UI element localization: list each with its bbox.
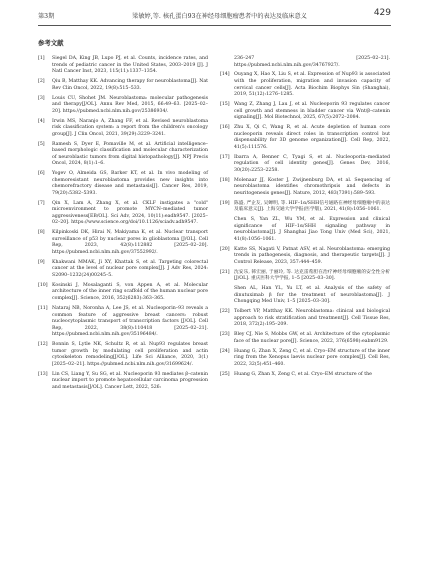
reference-text: Chen S, Yan ZL, Wu YM, et al. Expression and clinical significance of HIF–1α/SHH signaling pathway in neuroblastoma[J]. J Shanghai Jiao Tong Univ (Med Sci), 2021, 41(8):1056–1061. [234,217,390,242]
reference-text: Shen AL, Han YL, Yu LT, et al. Analysis of the safety of dinutuximab β for the treatment of neuroblastoma[J]. J Chongqing Med Univ, 1–5 [2025–03–30]. [234,286,390,305]
reference-text: Ibarra A, Benner C, Tyagi S, et al. Nucleoporin–mediated regulation of cell identity genes[J]. Genes Dev, 2016, 30(20):2253–2258. [234,154,390,173]
reference-entry [220,286,390,306]
reference-entry [220,72,390,98]
reference-number: [20] [220,246,230,252]
reference-number: [12] [38,342,48,348]
reference-entry [220,56,390,69]
running-header [38,8,391,22]
reference-entry [38,56,208,76]
reference-number: [7] [38,200,45,206]
reference-number: [25] [220,371,230,377]
reference-entry [38,201,208,227]
reference-text: Qiu B, Matthay KK. Advancing therapy for neuroblastoma[J]. Nat Rev Clin Oncol, 2022, 19(8):515–533. [52,79,208,91]
reference-text: Yogev O, Almeida GS, Barker KT, et al. In vivo modeling of chemoresistant neuroblastoma provides new insights into chemorefractory disease and metastasis[J]. Cancer Res, 2019, 79(20):5382–5393. [52,171,208,196]
page-number: 429 [373,8,391,18]
reference-entry [38,230,208,256]
reference-entry [38,372,208,392]
reference-entry [38,260,208,280]
reference-number: [9] [38,259,45,265]
reference-text: 沈安乐, 韩宏丽, 于丽玲, 等. 达克雷希胆在治疗神经母细胞瘤的安全性分析[J/OL]. 重庆医科大学学报, 1–5 [2025–03–30]. [234,269,390,282]
reference-text: Huang G, Zhan X, Zeng C, et al. Cryo–EM structure of the inner ring from the Xenopus laevis nuclear pore complex[J]. Cell Res, 2022, 32(5):451–460. [234,348,390,367]
reference-entry [220,217,390,243]
reference-entry [220,125,390,151]
reference-entry [220,309,390,329]
reference-number: [21] [220,269,230,275]
reference-number: [5] [38,141,45,147]
reference-text: Ramesh S, Dyer E, Pomaville M, et al. Artificial intelligence–based morphologic classification and molecular characterization of neuroblastic tumors from digital histopathology[J]. NPJ Precis Oncol, 2024, 8(1):1–6. [52,141,208,167]
reference-text: Wang Z, Zhang J, Lau J, et al. Nucleoporin 93 regulates cancer cell growth and stemness in bladder cancer via Wnt/β–catenin signaling[J]. Mol Biotechnol, 2025, 67(5):2072–2084. [234,102,390,121]
references-right-column [220,56,390,382]
reference-number: [13] [38,371,48,377]
reference-entry [38,306,208,339]
reference-entry [220,349,390,369]
reference-text: 236–247 [2025–02–21]. https://pubmed.ncbi.nlm.nih.gov/34767927/. [234,56,390,68]
reference-text: Molenaar JJ, Koster J, Zwijnenburg DA, et al. Sequencing of neuroblastoma identifies chromothripsis and defects in neuritogenesis genes[J]. Nature, 2012, 483(7391):589–593. [234,177,390,196]
reference-number: [22] [220,309,230,315]
reference-number: [19] [220,200,230,206]
references-left-column [38,56,208,395]
reference-text: Zhu X, Qi C, Wang R, et al. Acute depletion of human core nucleoporin reveals direct roles in transcription control but dispensability for 3D genome organization[J]. Cell Rep, 2022, 41(5):111576. [234,125,390,150]
reference-number: [24] [220,348,230,354]
reference-entry [220,178,390,198]
reference-entry [38,119,208,139]
reference-number: [1] [38,56,45,61]
reference-entry [220,247,390,267]
reference-entry [220,270,390,283]
issue-label: 第3期 [38,13,55,20]
reference-entry [38,142,208,168]
reference-text: Bley CJ, Nie S, Mobbs GW, et al. Architecture of the cytoplasmic face of the nuclear pore[J]. Science, 2022, 376(6598):eabm9129. [234,332,390,344]
reference-text: Tolbert VP, Matthay KK. Neuroblastoma: clinical and biological approach to risk stratification and treatment[J]. Cell Tissue Res, 2018, 372(2):195–209. [234,309,390,328]
reference-number: [15] [220,102,230,108]
reference-text: Qin X, Lam A, Zhang X, et al. CKLF instigates a "cold" microenvironment to promote MYCN–mediated tumor aggressiveness[EB/OL]. Sci Adv, 2024, 10(11):eadh9547. [2025–02–20]. https://www.science.org/doi/10.1126/sciadv.adh9547. [52,200,208,226]
reference-number: [10] [38,282,48,288]
reference-number: [18] [220,177,230,183]
reference-entry [38,342,208,368]
reference-number: [8] [38,230,45,236]
reference-entry [38,171,208,197]
reference-entry [38,96,208,116]
references-heading: 参考文献 [38,39,64,47]
reference-entry [38,79,208,92]
reference-entry [220,102,390,122]
reference-text: Bonnin S, Lytle NK, Schultz R, et al. Nup93 regulates breast tumor growth by modulating cell proliferation and actin cytoskeleton remodeling[J/OL]. Life Sci Alliance, 2020, 3(1) [2025–02–21]. https://pubmed.ncbi.nlm.nih.gov/31699624/. [52,342,208,367]
reference-text: Katte SS, Nagati V, Patnat ASV, et al. Neuroblastoma: emerging trends in pathogenesis, diagnosis, and therapeutic targets[J]. J Control Release, 2023, 357:444–459. [234,246,390,265]
reference-text: 陈盛, 严企友, 吴蝉明, 等. HIF–1α/SHH信号通路在神经母细胞瘤中的表达及临床意义[J]. 上海交通大学学报(医学版), 2021, 41(8):1056–1061. [234,200,390,213]
reference-text: Kilpinkoski DK, Hirai N, Makiyama K, et al. Nuclear transport surveillance of p53 by nuclear pores in glioblastoma [J/OL]. Cell Rep, 2023, 42(8):112882 [2025–02–20]. https://pubmed.ncbi.nlm.nih.gov/37552992/. [52,230,208,255]
reference-number: [14] [220,72,230,78]
reference-number: [23] [220,332,230,338]
reference-number: [11] [38,305,48,311]
reference-number: [6] [38,171,45,177]
reference-entry [38,283,208,303]
reference-text: Nataraj NB, Noronha A, Lee JS, et al. Nucleoporin–93 reveals a common feature of aggressive breast cancers: robust nucleocytoplasmic transport of transcription factors [J/OL]. Cell Rep, 2022, 38(8):110418 [2025–02–21]. https://pubmed.ncbi.nlm.nih.gov/35196484/. [52,305,208,338]
reference-text: Kosinski J, Mosalaganti S, von Appen A, et al. Molecular architecture of the inner ring scaffold of the human nuclear pore complex[J]. Science, 2016, 352(6283):363–365. [52,282,208,302]
reference-text: Siegel DA, King JB, Lupo PJ, et al. Counts, incidence rates, and trends of pediatric cancer in the United States, 2003–2019 [J]. J Natl Cancer Inst, 2023, 115(11):1337–1354. [52,56,208,75]
reference-text: Khakwani MMAK, Ji XY, Khattak S, et al. Targeting colorectal cancer at the level of nuclear pore complex[J]. J Adv Res, 2024: S2090–1232(24)00245–5. [52,259,208,278]
reference-number: [16] [220,125,230,131]
reference-number: [17] [220,154,230,160]
reference-text: Ouyang X, Hao X, Liu S, et al. Expression of Nup93 is associated with the proliferation, migration and invasion capacity of cervical cancer cells[J]. Acta Biochim Biophys Sin (Shanghai), 2019, 51(12):1276–1285. [234,72,390,98]
reference-number: [4] [38,118,45,124]
reference-entry [220,372,390,379]
reference-number: [3] [38,95,45,101]
reference-text: Huang G, Zhan X, Zeng C, et al. Cryo–EM structure of the [234,371,372,377]
reference-number: [2] [38,79,45,85]
reference-text: Lin CS, Liang Y, Su SG, et al. Nucleoporin 93 mediates β–catenin nuclear import to promote hepatocellular carcinoma progression and metastasis[J/OL]. Cancer Lett, 2022, 526: [52,371,208,390]
header-rule [38,25,391,26]
reference-entry [220,155,390,175]
reference-text: Louis CU, Shohet JM. Neuroblastoma: molecular pathogenesis and therapy[J/OL]. Annu Rev Med, 2015, 66:49–63. [2025–02–20]. https://pubmed.ncbi.nlm.nih.gov/25386934/. [52,95,208,114]
reference-entry [220,332,390,345]
article-running-title: 梁敏婷,等. 核孔蛋白93在神经母细胞瘤患者中的表达及临床意义 [132,13,307,20]
reference-entry [220,201,390,214]
reference-text: Irwin MS, Naranjo A, Zhang FF, et al. Revised neuroblastoma risk classification system: a report from the children's oncology group[J]. J Clin Oncol, 2021, 39(29):3229–3241. [52,118,208,137]
